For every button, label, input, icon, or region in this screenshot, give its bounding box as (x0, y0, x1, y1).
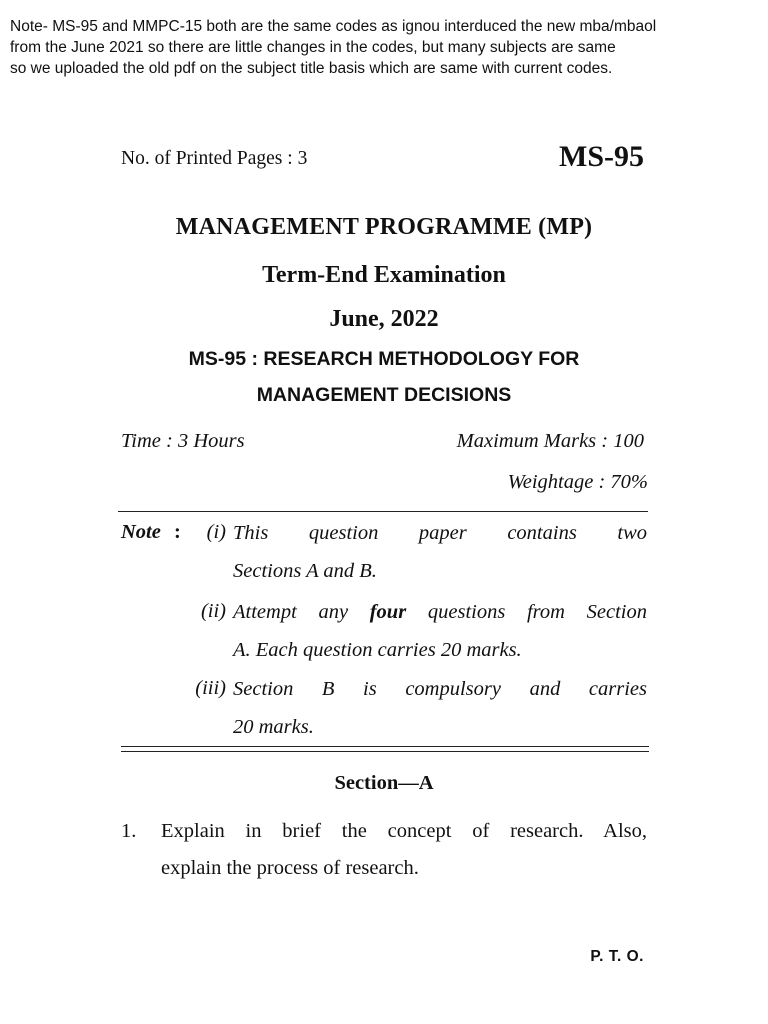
divider (118, 511, 648, 512)
exam-title: Term-End Examination (262, 262, 506, 288)
note-item-number: (iii) (195, 677, 226, 699)
maximum-marks: Maximum Marks : 100 (456, 430, 644, 452)
banner-line: Note- MS-95 and MMPC-15 both are the same codes as ignou interduced the new mba/mbaol (10, 18, 657, 35)
double-divider-bottom (121, 751, 649, 752)
weightage: Weightage : 70% (507, 471, 648, 493)
question-text (161, 813, 647, 887)
question-line: Explain in brief the concept of research. Also, (161, 820, 647, 842)
note-item-number: (ii) (200, 600, 226, 622)
banner-line: from the June 2021 so there are little changes in the codes, but many subjects are same (10, 39, 616, 56)
course-title-line2: MANAGEMENT DECISIONS (256, 384, 512, 406)
note-text-segment: Attempt any (233, 601, 370, 623)
printed-pages-count: No. of Printed Pages : 3 (121, 148, 308, 169)
banner-line: so we uploaded the old pdf on the subject title basis which are same with current codes. (10, 60, 613, 77)
note-item-line: Sections A and B. (233, 560, 377, 582)
time-allowed: Time : 3 Hours (121, 430, 245, 452)
exam-date: June, 2022 (329, 306, 439, 332)
note-item-line: 20 marks. (233, 716, 314, 738)
note-text-segment: questions from Section (406, 601, 647, 623)
note-item-number: (i) (206, 521, 226, 543)
question-number: 1. (121, 820, 137, 842)
question-line: explain the process of research. (161, 857, 419, 879)
page-turn-marker: P. T. O. (590, 948, 644, 965)
course-title-line1: MS-95 : RESEARCH METHODOLOGY FOR (188, 348, 580, 370)
double-divider-top (121, 746, 649, 747)
note-item-line: A. Each question carries 20 marks. (233, 639, 522, 661)
paper-code: MS-95 (559, 140, 644, 173)
note-item-text (233, 514, 647, 590)
section-title: Section—A (334, 772, 434, 794)
note-item-text (233, 593, 647, 669)
note-colon: : (174, 521, 181, 543)
programme-title: MANAGEMENT PROGRAMME (MP) (175, 214, 593, 240)
note-item-text (233, 670, 647, 746)
disclaimer-banner (10, 16, 760, 79)
note-item-line: This question paper contains two (233, 522, 647, 544)
note-item-line (233, 593, 647, 631)
note-label: Note (121, 521, 161, 543)
note-item-line: Section B is compulsory and carries (233, 678, 647, 700)
note-emphasis: four (369, 601, 407, 623)
